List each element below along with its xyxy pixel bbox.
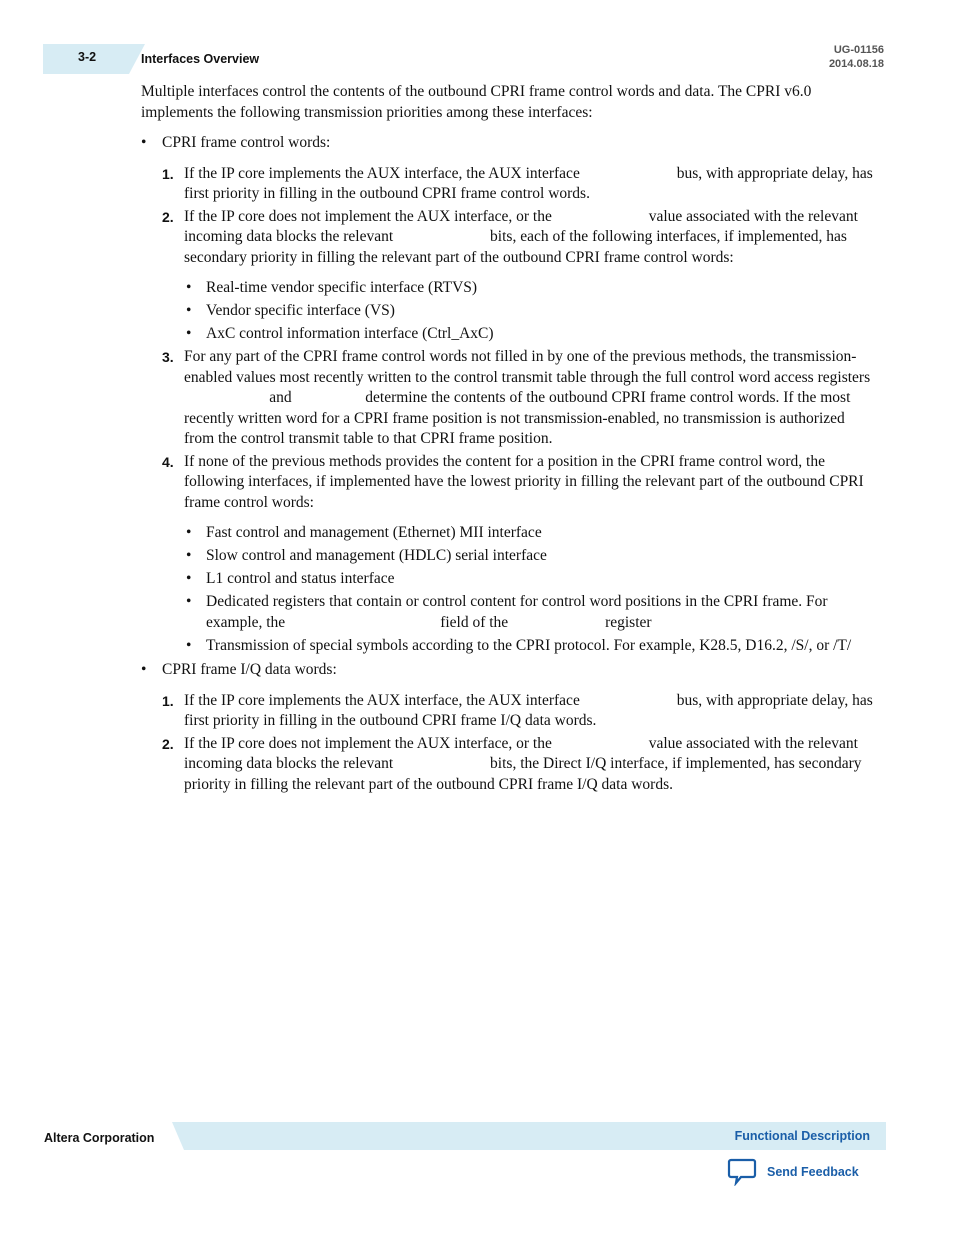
step-number: 4. [162, 453, 174, 470]
step-number: 1. [162, 692, 174, 709]
list-item: • L1 control and status interface [184, 569, 873, 590]
send-feedback-label: Send Feedback [767, 1165, 859, 1179]
send-feedback-button[interactable] [727, 1158, 859, 1186]
section-title: Interfaces Overview [141, 52, 260, 66]
intro-paragraph: Multiple interfaces control the contents of the outbound CPRI frame control words and data. The CPRI v6.0 implements the following transmission priorities among these interfaces: [141, 83, 812, 121]
list-item-iq-words [141, 660, 873, 795]
list-item: • Vendor specific interface (VS) [184, 301, 873, 322]
speech-bubble-icon [727, 1158, 757, 1186]
document-body [141, 82, 873, 799]
iq-step-1 [162, 691, 873, 732]
step-number: 1. [162, 165, 174, 182]
list-item: • Transmission of special symbols according to the CPRI protocol. For example, K28.5, D16.2, /S/, or /T/ [184, 636, 873, 657]
control-step-3 [162, 347, 873, 450]
step-2-bullets [184, 278, 873, 345]
step-text: If the IP core implements the AUX interface, the AUX interface bus, with appropriate delay, has first priority in filling in the outbound CPRI frame control words. [184, 164, 873, 202]
step-number: 2. [162, 735, 174, 752]
chapter-link[interactable]: Functional Description [734, 1129, 870, 1143]
list-item: • Fast control and management (Ethernet) MII interface [184, 523, 873, 544]
control-step-1 [162, 164, 873, 205]
doc-info [829, 43, 884, 71]
step-number: 2. [162, 208, 174, 225]
list-item: • Slow control and management (HDLC) serial interface [184, 546, 873, 567]
doc-id: UG-01156 [833, 44, 884, 56]
step-text: If the IP core does not implement the AUX interface, or the value associated with the relevant incoming data blocks the relevant bits, the Direct I/Q interface, if implemented, has secondary priority in filling the relevant part of the outbound CPRI frame I/Q data words. [184, 734, 862, 793]
step-text: For any part of the CPRI frame control words not filled in by one of the previous methods, the transmission-enabled values most recently written to the control transmit table through the full control word access registers and determine the contents of the outbound CPRI frame control words. If the most recently written word for a CPRI frame position is not transmission-enabled, no transmission is authorized from the control transmit table to that CPRI frame position. [184, 348, 871, 447]
step-text: If none of the previous methods provides the content for a position in the CPRI frame control word, the following interfaces, if implemented have the lowest priority in filling the relevant part of the outbound CPRI frame control words: [184, 452, 864, 511]
step-text: If the IP core implements the AUX interface, the AUX interface bus, with appropriate delay, has first priority in filling in the outbound CPRI frame I/Q data words. [184, 691, 873, 729]
list-item-control-words [141, 133, 873, 656]
control-words-title: CPRI frame control words: [162, 134, 331, 151]
iq-steps [162, 691, 873, 796]
step-number: 3. [162, 349, 174, 365]
list-item: • Dedicated registers that contain or control content for control word positions in the CPRI frame. For example, the field of the register [184, 592, 873, 633]
control-step-4 [162, 452, 873, 657]
step-4-bullets [184, 523, 873, 656]
iq-words-title: CPRI frame I/Q data words: [162, 661, 337, 678]
doc-date: 2014.08.18 [828, 58, 884, 70]
company-name: Altera Corporation [44, 1131, 155, 1145]
step-text: If the IP core does not implement the AUX interface, or the value associated with the relevant incoming data blocks the relevant bits, each of the following interfaces, if implemented, has secondary priority in filling the relevant part of the outbound CPRI frame control words: [184, 207, 858, 266]
control-steps [162, 164, 873, 657]
control-step-2 [162, 207, 873, 345]
priority-list [141, 133, 873, 795]
list-item: • Real-time vendor specific interface (RTVS) [184, 278, 873, 299]
page-number: 3-2 [78, 50, 97, 64]
list-item: • AxC control information interface (Ctrl_AxC) [184, 324, 873, 345]
iq-step-2 [162, 734, 873, 796]
